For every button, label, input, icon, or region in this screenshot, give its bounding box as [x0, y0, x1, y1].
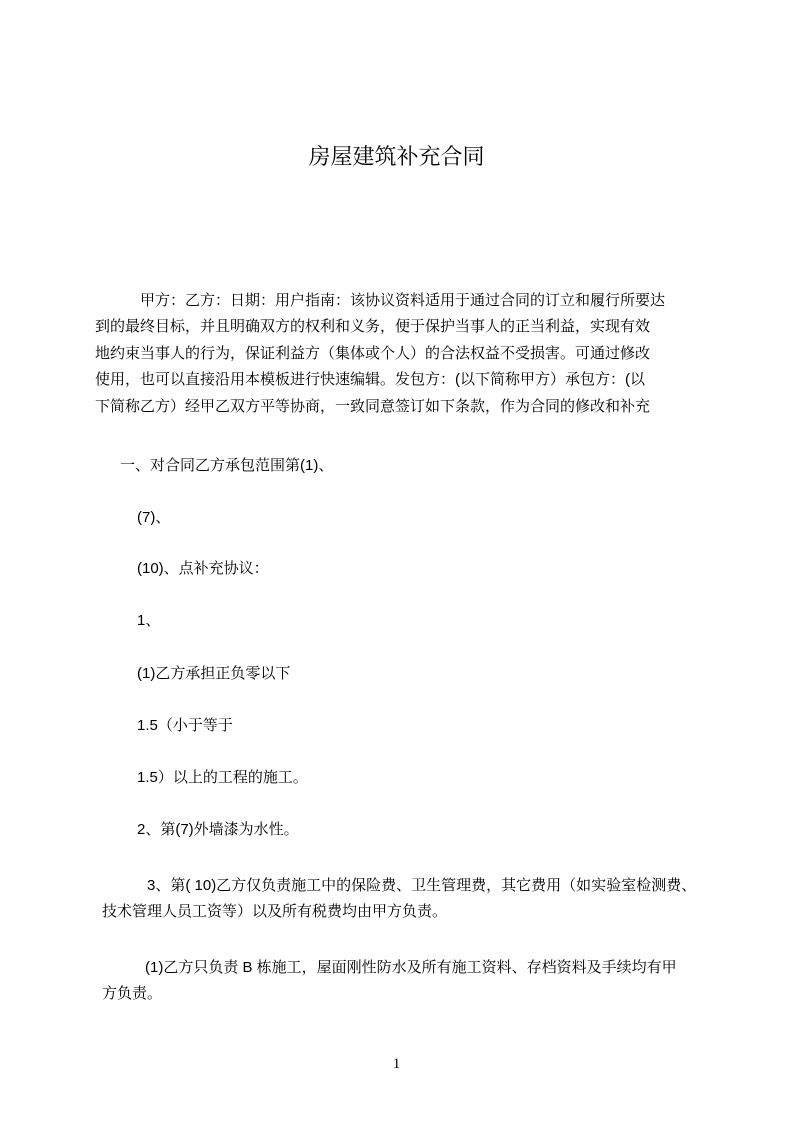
paragraph-line: 甲方：乙方：日期：用户指南：该协议资料适用于通过合同的订立和履行所要达 — [140, 292, 666, 309]
clause-item: (7)、 — [137, 509, 171, 526]
paragraph-line: 下简称乙方）经甲乙双方平等协商，一致同意签订如下条款，作为合同的修改和补充 — [95, 398, 651, 415]
paragraph-line: 技术管理人员工资等）以及所有税费均由甲方负责。 — [102, 903, 448, 920]
clause-item: 1.5（小于等于 — [137, 717, 233, 734]
clause-item: (1)乙方承担正负零以下 — [137, 665, 291, 682]
paragraph-line: 到的最终目标，并且明确双方的权利和义务，便于保护当事人的正当利益，实现有效 — [95, 318, 651, 335]
paragraph-line: 使用，也可以直接沿用本模板进行快速编辑。发包方：(以下简称甲方）承包方：(以 — [95, 371, 645, 388]
clause-item: (10)、点补充协议： — [137, 560, 269, 577]
paragraph-line: 地约束当事人的行为，保证利益方（集体或个人）的合法权益不受损害。可通过修改 — [95, 345, 651, 362]
page-number: 1 — [392, 1056, 401, 1072]
paragraph-line: 方负责。 — [102, 985, 163, 1002]
clause-item: 1、 — [137, 612, 161, 629]
clause-2: 2、第(7)外墙漆为水性。 — [137, 821, 299, 838]
paragraph-line: (1)乙方只负责 B 栋施工，屋面刚性防水及所有施工资料、存档资料及手续均有甲 — [145, 959, 677, 976]
clause-1-heading: 一、对合同乙方承包范围第(1)、 — [120, 457, 334, 474]
clause-item: 1.5）以上的工程的施工。 — [137, 769, 308, 786]
paragraph-line: 3、第( 10)乙方仅负责施工中的保险费、卫生管理费，其它费用（如实验室检测费、 — [147, 877, 697, 894]
document-title: 房屋建筑补充合同 — [308, 144, 485, 169]
